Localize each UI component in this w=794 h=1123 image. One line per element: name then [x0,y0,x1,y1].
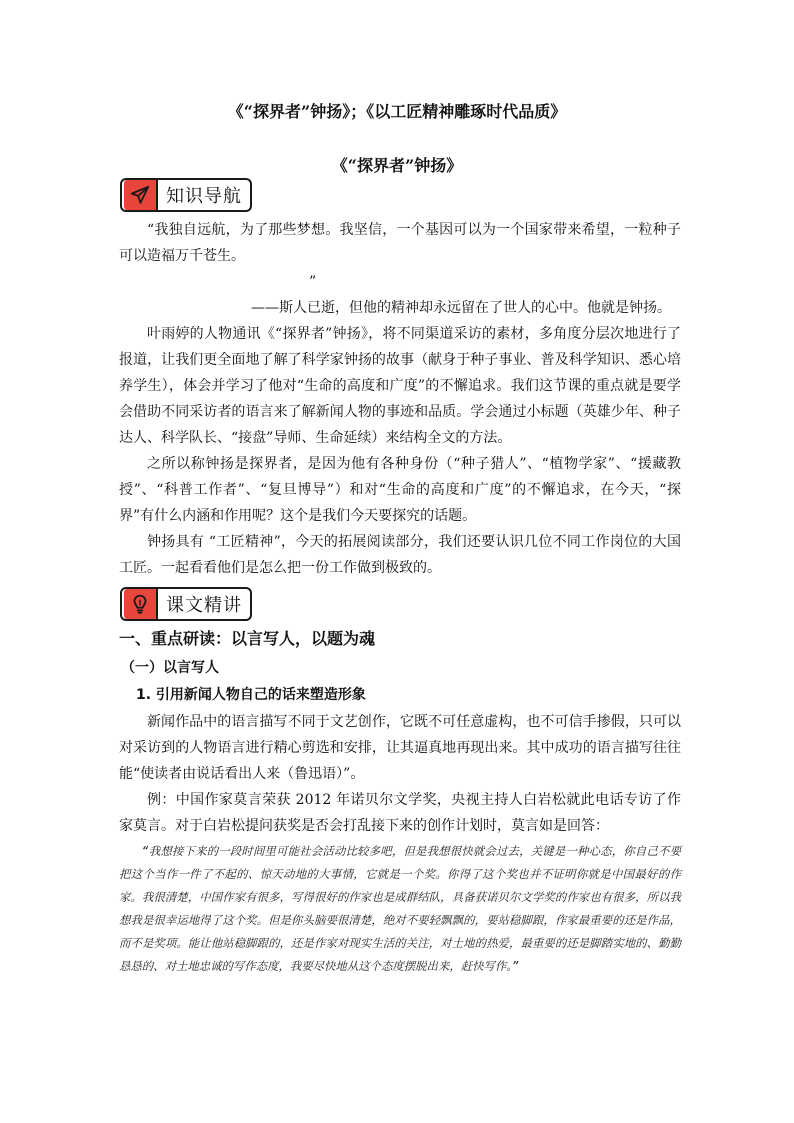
lesson-explain-badge [120,587,252,621]
knowledge-nav-badge [120,178,252,212]
intro-quote: “我独自远航，为了那些梦想。我坚信，一个基因可以为一个国家带来希望，一粒种子可以造福万千苍生。 [119,222,681,264]
lecture-section [119,709,681,839]
heading-key-reading: 一、重点研读：以言写人，以题为魂 [119,629,376,648]
paper-plane-icon [124,180,158,210]
intro-paragraph-1: 叶雨婷的人物通讯《“探界者”钟扬》，将不同渠道采访的素材，多角度分层次地进行了报道，让我们更全面地了解了科学家钟扬的故事（献身于种子事业、普及科学知识、悉心培养学生），体会并学习了他对“生命的高度和广度”的不懈追求。我们这节课的重点就是要学会借助不同采访者的语言来了解新闻人物的事迹和品质。学会通过小标题（英雄少年、种子达人、科学队长、“接盘”导师、生命延续）来结构全文的方法。 [119,326,681,446]
heading-quote-character: 1. 引用新闻人物自己的话来塑造形象 [136,687,366,703]
intro-paragraph-2: 之所以称钟扬是探界者，是因为他有各种身份（“种子猎人”、“植物学家”、“援藏教授”、“科普工作者”、“复旦博导”）和对“生命的高度和广度”的不懈追求，在今天，“探界”有什么内涵和作用呢？这个是我们今天要探究的话题。 [119,456,681,524]
heading-words-portray: （一）以言写人 [121,660,219,676]
lecture-paragraph-2: 例：中国作家莫言荣获 2012 年诺贝尔文学奖，央视主持人白岩松就此电话专访了作家莫言。对于白岩松提问获奖是否会打乱接下来的创作计划时，莫言如是回答： [119,792,681,834]
intro-quote-end: ” [309,274,317,290]
knowledge-nav-label: 知识导航 [166,186,242,207]
intro-attribution: ——斯人已逝，但他的精神却永远留在了世人的心中。他就是钟扬。 [251,300,671,316]
lesson-explain-label: 课文精讲 [166,595,242,616]
intro-paragraph-3: 钟扬具有 “工匠精神”，今天的拓展阅读部分，我们还要认识几位不同工作岗位的大国工匠。一起看看他们是怎么把一份工作做到极致的。 [119,534,681,576]
mo-yan-quote-text: “我想接下来的一段时间里可能社会活动比较多吧，但是我想很快就会过去，关键是一种心态，你自己不要把这个当作一件了不起的、惊天动地的大事情，它就是一个奖。你得了这个奖也并不证明你就是中国最好的作家。我很清楚，中国作家有很多，写得很好的作家也是成群结队，具备获诺贝尔文学奖的作家也有很多，所以我想我是很幸运地得了这个奖。但是你头脑要很清楚，绝对不要轻飘飘的，要站稳脚跟，作家最重要的还是作品，而不是奖项。能让他站稳脚跟的，还是作家对现实生活的关注，对土地的热爱，最重要的还是脚踏实地的、勤勤恳恳的、对土地忠诚的写作态度，我要尽快地从这个态度摆脱出来，赶快写作。” [119,844,681,973]
intro-section [119,217,681,581]
lightbulb-icon [124,589,158,619]
document-title: 《“探界者”钟扬》；《以工匠精神雕琢时代品质》 [227,102,567,121]
section-title: 《“探界者”钟扬》 [331,156,463,175]
lecture-paragraph-1: 新闻作品中的语言描写不同于文艺创作，它既不可任意虚构，也不可信手掺假，只可以对采访到的人物语言进行精心剪选和安排，让其逼真地再现出来。其中成功的语言描写往往能“使读者由说话看出人来（鲁迅语）”。 [119,714,681,782]
mo-yan-quote [119,840,681,978]
